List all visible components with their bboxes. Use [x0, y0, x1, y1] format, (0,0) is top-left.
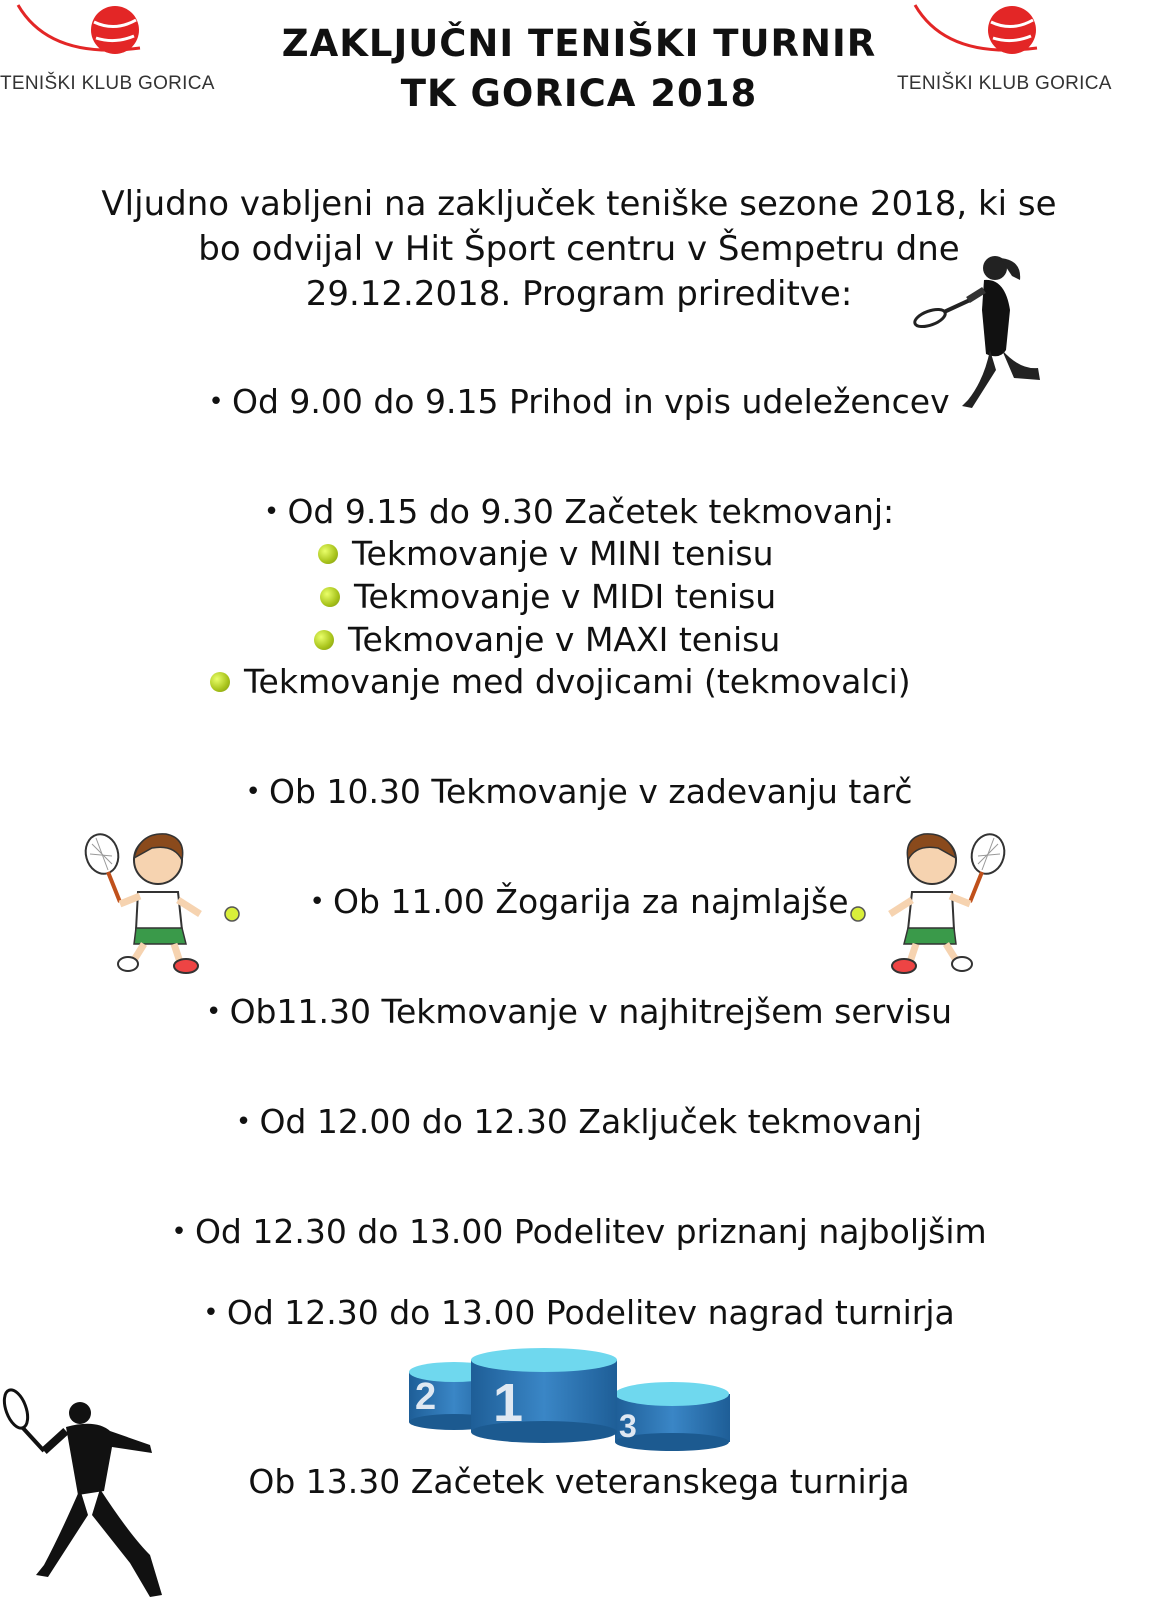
page-title: ZAKLJUČNI TENIŠKI TURNIR [281, 22, 877, 65]
subitem-label: Tekmovanje v MAXI tenisu [348, 620, 781, 659]
competition-subitem [320, 577, 776, 616]
program-item: • Od 9.15 do 9.30 Začetek tekmovanj: [0, 492, 1158, 531]
podium-icon [405, 1348, 735, 1468]
final-program-item: Ob 13.30 Začetek veteranskega turnirja [248, 1462, 910, 1501]
tennis-ball-icon [320, 587, 340, 607]
tennis-ball-icon [210, 672, 230, 692]
competition-subitem [314, 620, 780, 659]
subitem-label: Tekmovanje med dvojicami (tekmovalci) [244, 662, 911, 701]
podium-first-place: 1 [493, 1373, 524, 1433]
program-item: • Ob11.30 Tekmovanje v najhitrejšem servisu [0, 992, 1158, 1031]
club-name: TENIŠKI KLUB GORICA [0, 73, 215, 94]
program-item: • Od 12.00 do 12.30 Zaključek tekmovanj [0, 1102, 1158, 1141]
program-item: • Od 12.30 do 13.00 Podelitev nagrad turnirja [0, 1293, 1158, 1332]
club-name: TENIŠKI KLUB GORICA [897, 73, 1112, 94]
podium-third-place: 3 [619, 1408, 637, 1444]
intro-line: bo odvijal v Hit Šport centru v Šempetru dne [198, 229, 960, 269]
tennis-ball-icon [318, 544, 338, 564]
page-subtitle: TK GORICA 2018 [400, 72, 758, 115]
program-item: • Od 9.00 do 9.15 Prihod in vpis udeležencev [0, 382, 1158, 421]
kid-tennis-player-icon [848, 830, 1008, 975]
competition-subitem [210, 662, 911, 701]
competition-subitem [318, 534, 774, 573]
program-item: • Ob 10.30 Tekmovanje v zadevanju tarč [0, 772, 1158, 811]
intro-line: 29.12.2018. Program prireditve: [305, 274, 853, 314]
subitem-label: Tekmovanje v MIDI tenisu [354, 577, 777, 616]
subitem-label: Tekmovanje v MINI tenisu [352, 534, 774, 573]
tennis-ball-icon [314, 630, 334, 650]
program-item: • Ob 11.00 Žogarija za najmlajše [0, 882, 1158, 921]
podium-second-place: 2 [415, 1376, 437, 1418]
program-item: • Od 12.30 do 13.00 Podelitev priznanj najboljšim [0, 1212, 1158, 1251]
intro-line: Vljudno vabljeni na zaključek teniške sezone 2018, ki se [101, 184, 1057, 224]
podium-illustration [405, 1348, 735, 1468]
